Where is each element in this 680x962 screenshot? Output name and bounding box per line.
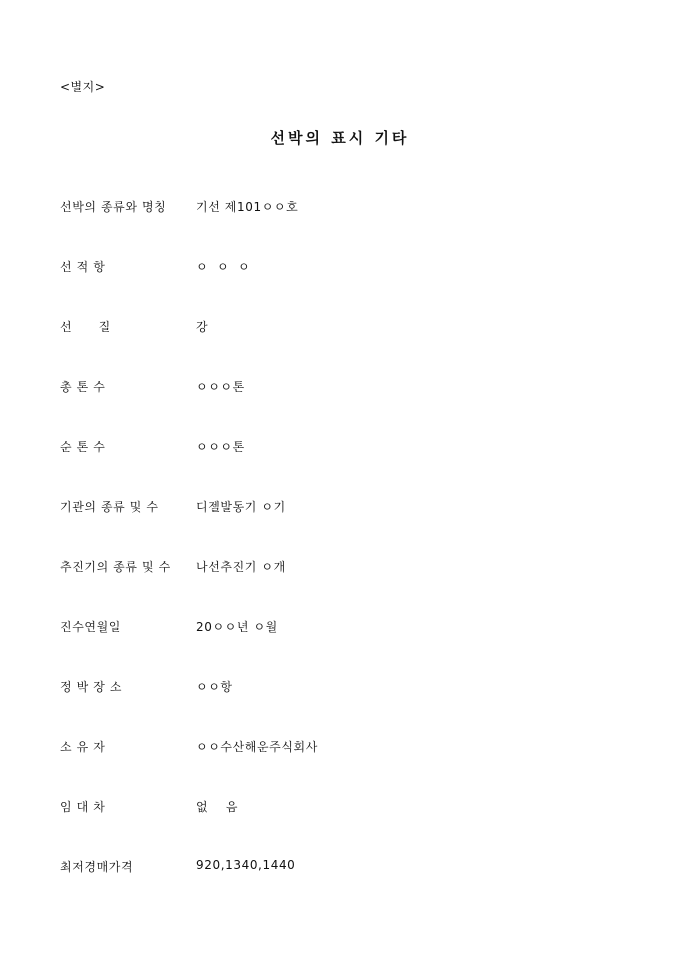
detail-row-launch-date bbox=[60, 618, 620, 678]
detail-label: 임 대 차 bbox=[60, 800, 106, 814]
detail-row-minimum-bid bbox=[60, 858, 620, 918]
detail-value: 기선 제101ㅇㅇ호 bbox=[196, 200, 299, 214]
detail-value: 920,1340,1440 bbox=[196, 858, 296, 872]
detail-value: 없 음 bbox=[196, 800, 239, 814]
detail-value: ㅇㅇ수산해운주식회사 bbox=[196, 740, 318, 754]
detail-row-ship-type-name bbox=[60, 198, 620, 258]
detail-row-hull-material bbox=[60, 318, 620, 378]
detail-row-port-of-registry bbox=[60, 258, 620, 318]
detail-row-engine bbox=[60, 498, 620, 558]
detail-value: 20ㅇㅇ년 ㅇ월 bbox=[196, 620, 278, 634]
detail-label: 선박의 종류와 명칭 bbox=[60, 200, 167, 214]
detail-label: 선 적 항 bbox=[60, 260, 106, 274]
detail-label: 추진기의 종류 및 수 bbox=[60, 560, 171, 574]
detail-row-lease bbox=[60, 798, 620, 858]
detail-row-gross-tonnage bbox=[60, 378, 620, 438]
ship-details-list bbox=[60, 198, 620, 918]
detail-row-propeller bbox=[60, 558, 620, 618]
detail-value: ㅇㅇ항 bbox=[196, 680, 233, 694]
detail-row-net-tonnage bbox=[60, 438, 620, 498]
detail-label: 순 톤 수 bbox=[60, 440, 106, 454]
detail-row-berth bbox=[60, 678, 620, 738]
detail-row-owner bbox=[60, 738, 620, 798]
detail-label: 소 유 자 bbox=[60, 740, 106, 754]
page-title: 선박의 표시 기타 bbox=[270, 129, 410, 147]
detail-value: ㅇㅇㅇ톤 bbox=[196, 440, 245, 454]
detail-label: 선 질 bbox=[60, 320, 111, 334]
detail-label: 진수연월일 bbox=[60, 620, 121, 634]
detail-value: 강 bbox=[196, 320, 209, 334]
detail-label: 총 톤 수 bbox=[60, 380, 106, 394]
detail-value: 나선추진기 ㅇ개 bbox=[196, 560, 286, 574]
detail-label: 최저경매가격 bbox=[60, 860, 134, 874]
detail-label: 기관의 종류 및 수 bbox=[60, 500, 159, 514]
detail-label: 정 박 장 소 bbox=[60, 680, 123, 694]
detail-value: ㅇㅇㅇ톤 bbox=[196, 380, 245, 394]
annex-label: <별지> bbox=[60, 80, 106, 94]
detail-value: 디젤발동기 ㅇ기 bbox=[196, 500, 286, 514]
detail-value: ㅇ ㅇ ㅇ bbox=[196, 260, 251, 274]
